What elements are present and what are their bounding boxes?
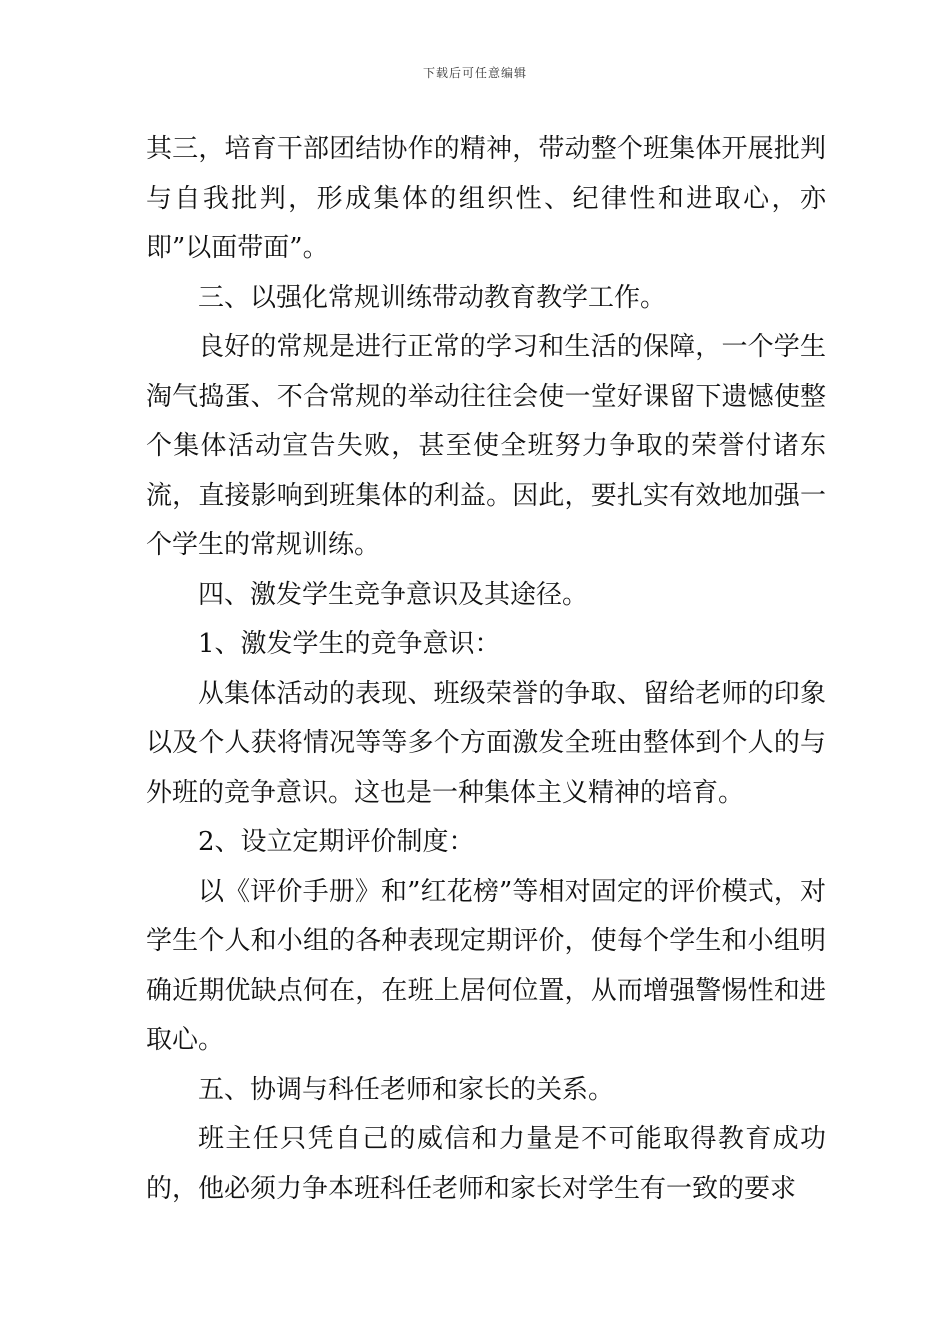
paragraph-1: 其三，培育干部团结协作的精神，带动整个班集体开展批判与自我批判，形成集体的组织性、纪律性和进取心，亦即”以面带面”。: [146, 134, 826, 263]
paragraph-3: 良好的常规是进行正常的学习和生活的保障，一个学生淘气捣蛋、不合常规的举动往往会使一堂好课留下遗憾使整个集体活动宣告失败，甚至使全班努力争取的荣誉付诸东流，直接影响到班集体的利益。因此，要扎实有效地加强一个学生的常规训练。: [146, 332, 826, 560]
document-body: [146, 125, 826, 1214]
paragraph-4: 四、激发学生竞争意识及其途径。: [198, 579, 589, 610]
paragraph-10: 班主任只凭自己的威信和力量是不可能取得教育成功的，他必须力争本班科任老师和家长对学生有一致的要求: [146, 1124, 826, 1204]
paragraph-7: 2、设立定期评价制度：: [198, 827, 475, 857]
paragraph-8: 以《评价手册》和”红花榜”等相对固定的评价模式，对学生个人和小组的各种表现定期评价，使每个学生和小组明确近期优缺点何在，在班上居何位置，从而增强警惕性和进取心。: [146, 876, 826, 1055]
page-header: 下载后可任意编辑: [422, 66, 527, 80]
paragraph-2: 三、以强化常规训练带动教育教学工作。: [198, 282, 667, 313]
paragraph-6: 从集体活动的表现、班级荣誉的争取、留给老师的印象以及个人获将情况等等多个方面激发全班由整体到个人的与外班的竞争意识。这也是一种集体主义精神的培育。: [146, 678, 826, 808]
paragraph-9: 五、协调与科任老师和家长的关系。: [198, 1074, 615, 1105]
paragraph-5: 1、激发学生的竞争意识：: [198, 629, 501, 659]
